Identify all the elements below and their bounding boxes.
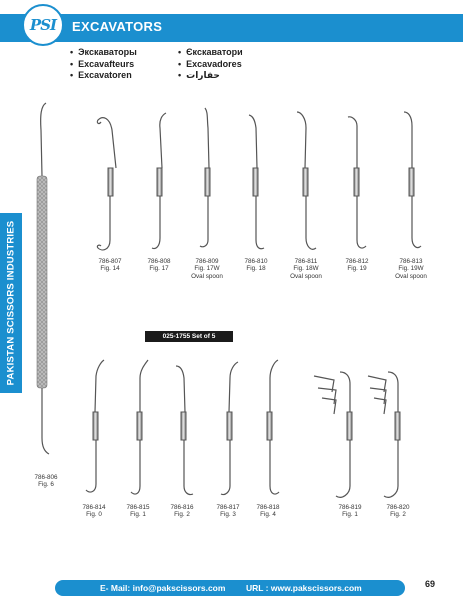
tip-786-808-lower — [152, 196, 160, 249]
caption-786-820: 786-820 Fig. 2 — [386, 504, 410, 519]
tip-786-813-lower — [412, 196, 421, 248]
caption-786-806: 786-806 Fig. 6 — [34, 474, 58, 489]
tip-786-817-lower — [221, 440, 230, 495]
row2-shafts — [93, 412, 400, 440]
tip-786-817 — [229, 362, 238, 412]
caption-786-815: 786-815 Fig. 1 — [126, 504, 150, 519]
tip-786-819-lower — [336, 440, 350, 497]
tip-786-812 — [348, 117, 357, 168]
language-name-french: • Excavafteurs — [70, 59, 137, 71]
tip-786-810-lower — [256, 196, 264, 249]
caption-786-819: 786-819 Fig. 1 — [338, 504, 362, 519]
tip-786-811 — [297, 112, 306, 168]
tip-786-820 — [388, 372, 398, 412]
caption-786-816: 786-816 Fig. 2 — [170, 504, 194, 519]
row1-tips — [97, 108, 421, 250]
language-name-german: • Excavatoren — [70, 70, 137, 82]
footer-url[interactable]: URL : www.pakscissors.com — [246, 583, 362, 593]
page-title: EXCAVATORS — [72, 19, 163, 34]
caption-786-818: 786-818 Fig. 4 — [256, 504, 280, 519]
logo-text: PSI — [29, 16, 57, 34]
tip-786-816 — [176, 366, 185, 412]
caption-786-811: 786-811 Fig. 18W Oval spoon — [290, 258, 322, 280]
tip-786-813 — [404, 112, 412, 168]
tip-786-808 — [160, 113, 166, 168]
caption-786-809: 786-809 Fig. 17W Oval spoon — [191, 258, 223, 280]
caption-786-814: 786-814 Fig. 0 — [82, 504, 106, 519]
footer-email[interactable]: E- Mail: info@pakscissors.com — [100, 583, 226, 593]
tip-786-815-lower — [131, 440, 140, 494]
row1-shafts — [108, 168, 414, 196]
tip-786-815 — [140, 360, 148, 412]
tip-786-818 — [270, 360, 278, 412]
page-number: 69 — [425, 579, 436, 589]
tip-786-816-lower — [184, 440, 193, 495]
language-name-spanish: • Excavadores — [178, 59, 243, 71]
language-name-ukrainian: • Єкскаватори — [178, 47, 243, 59]
caption-786-817: 786-817 Fig. 3 — [216, 504, 240, 519]
tip-786-819 — [340, 372, 350, 412]
tip-786-809-lower — [200, 196, 208, 247]
caption-786-808: 786-808 Fig. 17 — [147, 258, 171, 273]
tip-786-807 — [97, 118, 116, 168]
tip-786-807-lower — [97, 196, 110, 250]
tip-786-820-alt2 — [370, 388, 386, 404]
instrument-786-806 — [37, 103, 49, 454]
tip-786-818-lower — [270, 440, 279, 494]
caption-786-810: 786-810 Fig. 18 — [244, 258, 268, 273]
tip-786-819-alt2 — [318, 388, 336, 404]
tip-786-819-alt3 — [322, 398, 336, 414]
language-name-arabic: • حفارات — [178, 70, 243, 82]
tip-786-814 — [95, 360, 104, 412]
language-name-russian: • Экскаваторы — [70, 47, 137, 59]
tip-786-814-lower — [86, 440, 96, 492]
set-badge: 025-1755 Set of 5 — [145, 331, 233, 342]
tip-786-820-lower — [384, 440, 398, 497]
tip-786-809 — [205, 108, 209, 168]
caption-786-807: 786-807 Fig. 14 — [98, 258, 122, 273]
tip-786-810 — [249, 115, 257, 168]
tip-786-812-lower — [357, 196, 366, 248]
caption-786-813: 786-813 Fig. 19W Oval spoon — [395, 258, 427, 280]
caption-786-812: 786-812 Fig. 19 — [345, 258, 369, 273]
tip-786-811-lower — [306, 196, 316, 249]
side-company-label: PAKISTAN SCISSORS INDUSTRIES — [5, 220, 17, 386]
